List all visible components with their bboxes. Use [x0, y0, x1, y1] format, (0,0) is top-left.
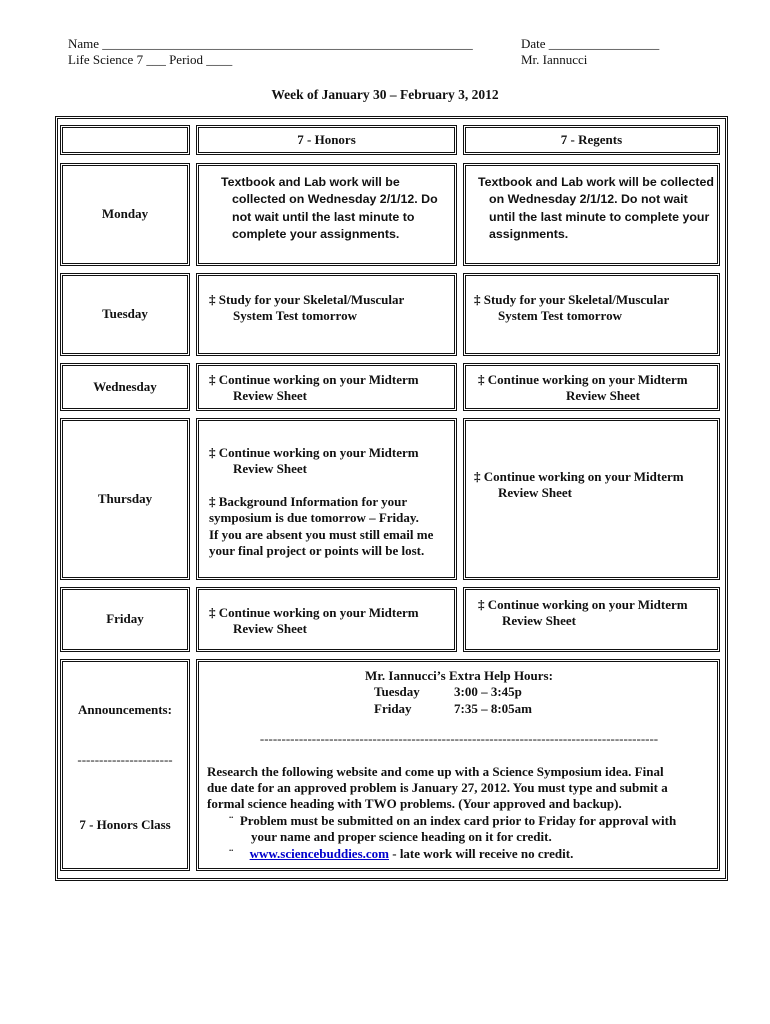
friday-regents-cell [463, 587, 720, 652]
help-time: 3:00 – 3:45p [454, 684, 522, 700]
friday-honors-line: ‡ Continue working on your Midterm [209, 605, 419, 620]
monday-honors-cell [196, 163, 457, 266]
honors-class-label: 7 - Honors Class [79, 817, 171, 832]
thursday-honors-cell [196, 418, 457, 580]
monday-honors-line: Textbook and Lab work will be [221, 175, 400, 189]
thursday-honors-line: symposium is due tomorrow – Friday. [209, 510, 419, 526]
monday-honors-line: complete your assignments. [232, 227, 400, 242]
day-label-thursday: Thursday [60, 418, 190, 580]
column-header-regents: 7 - Regents [463, 125, 720, 155]
help-row [207, 684, 711, 700]
name-field-label: Name _________________________________________________________ [68, 36, 473, 51]
monday-regents-line: Textbook and Lab work will be collected [478, 175, 714, 189]
link-suffix: - late work will receive no credit. [388, 845, 574, 861]
monday-regents-cell [463, 163, 720, 266]
research-line: Research the following website and come up with a Science Symposium idea. Final [207, 763, 664, 779]
wednesday-regents-line: Review Sheet [566, 388, 641, 404]
tuesday-regents-line: ‡ Study for your Skeletal/Muscular [474, 292, 670, 307]
friday-regents-line: ‡ Continue working on your Midterm [478, 597, 688, 612]
date-field-label: Date _________________ [521, 36, 660, 51]
help-row [207, 701, 711, 717]
tuesday-regents-line: System Test tomorrow [498, 308, 622, 324]
monday-honors-line: collected on Wednesday 2/1/12. Do [232, 192, 438, 207]
thursday-honors-line: your final project or points will be lost. [209, 543, 425, 559]
monday-regents-line: assignments. [489, 227, 569, 242]
announcements-label-cell [60, 659, 190, 871]
wednesday-honors-line: Review Sheet [233, 388, 308, 404]
thursday-honors-line: If you are absent you must still email me [209, 526, 434, 542]
day-label-friday: Friday [60, 587, 190, 652]
wednesday-honors-line: ‡ Continue working on your Midterm [209, 372, 419, 387]
teacher-name: Mr. Iannucci [521, 52, 588, 67]
tuesday-regents-cell [463, 273, 720, 356]
thursday-regents-cell [463, 418, 720, 580]
week-title: Week of January 30 – February 3, 2012 [271, 87, 499, 102]
research-line: due date for an approved problem is January 27, 2012. You must type and submit a [207, 780, 668, 796]
announcements-content-cell [196, 659, 720, 871]
tuesday-honors-cell [196, 273, 457, 356]
monday-regents-line: on Wednesday 2/1/12. Do not wait [489, 192, 688, 207]
tuesday-honors-line: ‡ Study for your Skeletal/Muscular [209, 292, 405, 307]
monday-regents-line: until the last minute to complete your [489, 209, 710, 224]
monday-honors-line: not wait until the last minute to [232, 209, 415, 224]
dashed-separator: -------------------------------------------------------------------------------------------- [259, 731, 659, 747]
thursday-regents-line: ‡ Continue working on your Midterm [474, 469, 684, 484]
day-label-wednesday: Wednesday [60, 363, 190, 411]
friday-honors-line: Review Sheet [233, 621, 308, 637]
extra-help-title: Mr. Iannucci’s Extra Help Hours: [365, 668, 553, 683]
sciencebuddies-link[interactable]: www.sciencebuddies.com [249, 845, 389, 861]
wednesday-honors-cell [196, 363, 457, 411]
wednesday-regents-cell [463, 363, 720, 411]
thursday-regents-line: Review Sheet [498, 485, 573, 501]
class-period-label: Life Science 7 ___ Period ____ [68, 52, 233, 67]
corner-cell [60, 125, 190, 155]
announcements-divider: ---------------------- [77, 752, 173, 767]
thursday-honors-line: ‡ Continue working on your Midterm [209, 445, 419, 460]
bullet-text: Problem must be submitted on an index card prior to Friday for approval with [239, 812, 677, 828]
friday-honors-cell [196, 587, 457, 652]
thursday-honors-line: ‡ Background Information for your [209, 493, 408, 509]
announcements-label: Announcements: [78, 702, 172, 717]
help-time: 7:35 – 8:05am [454, 700, 532, 716]
bullet-icon: ¨ [229, 845, 234, 861]
friday-regents-line: Review Sheet [502, 613, 577, 629]
help-day: Friday [374, 700, 412, 716]
help-day: Tuesday [374, 684, 420, 700]
wednesday-regents-line: ‡ Continue working on your Midterm [478, 372, 688, 387]
tuesday-honors-line: System Test tomorrow [233, 308, 357, 324]
bullet-text: your name and proper science heading on it for credit. [251, 829, 552, 845]
day-label-monday: Monday [60, 163, 190, 266]
column-header-honors: 7 - Honors [196, 125, 457, 155]
thursday-honors-line: Review Sheet [233, 461, 308, 477]
day-label-tuesday: Tuesday [60, 273, 190, 356]
bullet-icon: ¨ [229, 812, 234, 828]
research-line: formal science heading with TWO problems. (Your approved and backup). [207, 796, 622, 812]
